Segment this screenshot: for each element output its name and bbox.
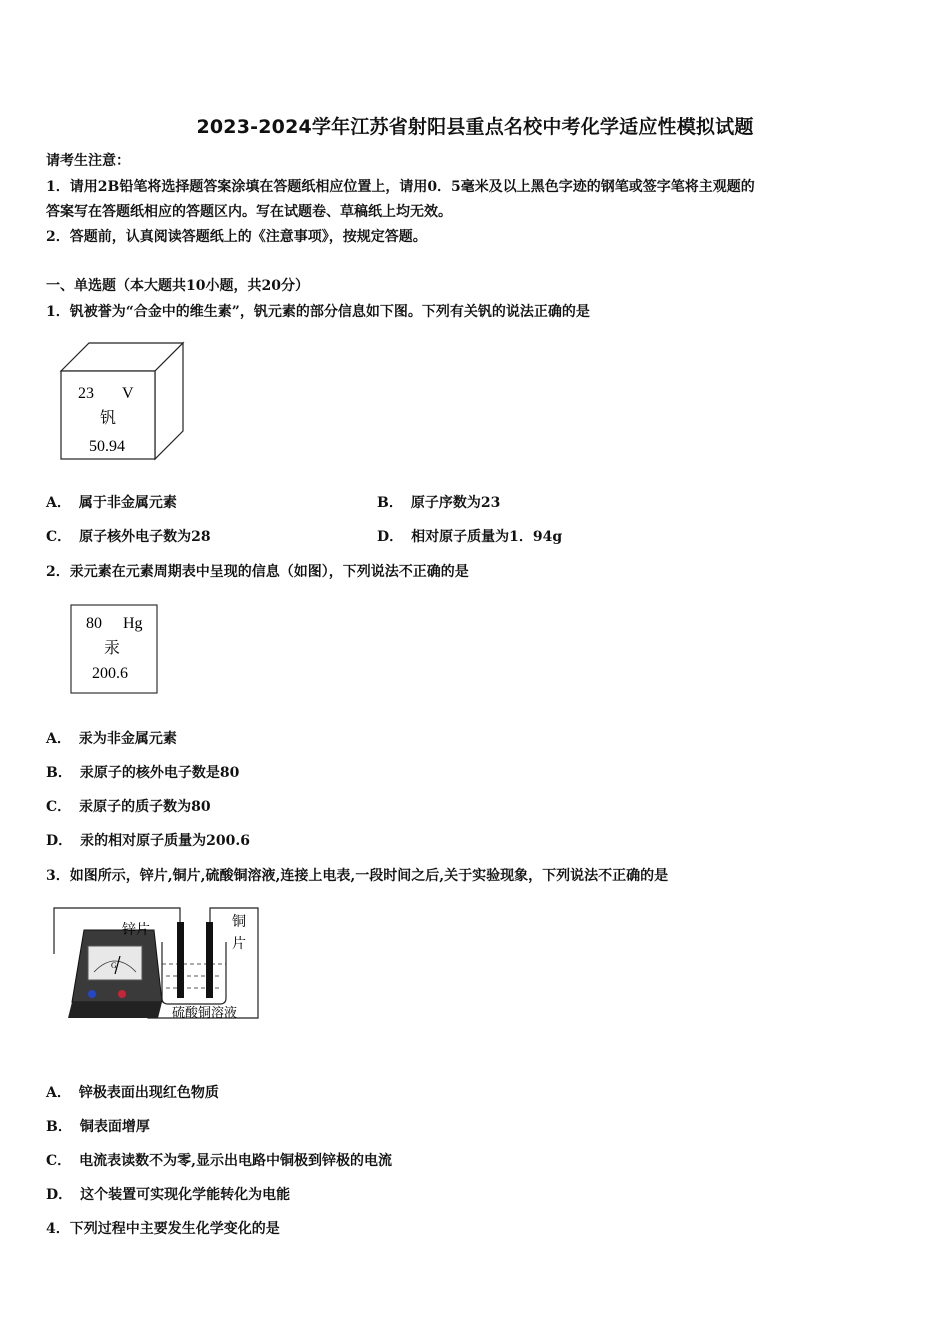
option-key: A． <box>46 495 71 511</box>
option-text: 原子序数为23 <box>410 495 501 511</box>
option-key: D． <box>46 1187 73 1203</box>
option-text: 铜表面增厚 <box>79 1119 150 1135</box>
option-key: C． <box>46 529 72 545</box>
option-text: 汞原子的质子数为80 <box>79 799 211 815</box>
vanadium-number: 23 <box>78 385 94 402</box>
option-key: D． <box>377 529 404 545</box>
question-2-stem: 2．汞元素在元素周期表中呈现的信息（如图），下列说法不正确的是 <box>46 564 469 580</box>
option-text: 电流表读数不为零,显示出电路中铜极到锌极的电流 <box>79 1153 393 1169</box>
option-key: B． <box>46 765 72 781</box>
mercury-mass: 200.6 <box>92 665 128 682</box>
q1-option-d[interactable] <box>377 528 562 546</box>
q2-option-b[interactable] <box>46 764 239 782</box>
option-text: 汞为非金属元素 <box>78 731 177 747</box>
option-key: B． <box>377 495 403 511</box>
page-title: 2023-2024学年江苏省射阳县重点名校中考化学适应性模拟试题 <box>196 116 754 138</box>
question-3-stem: 3．如图所示，锌片,铜片,硫酸铜溶液,连接上电表,一段时间之后,关于实验现象，下列说法不正确的是 <box>46 868 669 884</box>
q3-option-a[interactable] <box>46 1084 219 1102</box>
q1-option-c[interactable] <box>46 528 211 546</box>
galvanic-cell-diagram <box>50 906 262 1024</box>
ammeter <box>68 930 162 1018</box>
option-key: A． <box>46 731 71 747</box>
question-1-stem: 1．钒被誉为“合金中的维生素”，钒元素的部分信息如下图。下列有关钒的说法正确的是 <box>46 304 590 320</box>
vanadium-name: 钒 <box>100 410 117 427</box>
vanadium-element-card <box>58 340 188 464</box>
mercury-name: 汞 <box>104 640 121 657</box>
q2-option-a[interactable] <box>46 730 177 748</box>
zinc-label: 锌片 <box>122 923 150 938</box>
beaker <box>162 922 226 1004</box>
meter-mark: G <box>111 961 117 970</box>
section-heading: 一、单选题（本大题共10小题，共20分） <box>46 278 309 294</box>
mercury-number: 80 <box>86 615 102 632</box>
q3-option-c[interactable] <box>46 1152 392 1170</box>
mercury-element-card <box>70 604 158 694</box>
option-key: B． <box>46 1119 72 1135</box>
copper-label-1: 铜 <box>232 915 246 930</box>
option-text: 原子核外电子数为28 <box>79 529 211 545</box>
vanadium-mass: 50.94 <box>89 438 125 455</box>
notice-line-1: 1．请用2B铅笔将选择题答案涂填在答题纸相应位置上，请用0．5毫米及以上黑色字迹的钢笔或签字笔将主观题的 <box>46 179 755 195</box>
question-4-stem: 4．下列过程中主要发生化学变化的是 <box>46 1221 280 1237</box>
q3-option-b[interactable] <box>46 1118 150 1136</box>
copper-label-2: 片 <box>232 937 246 952</box>
option-key: C． <box>46 1153 72 1169</box>
notice-line-3: 2．答题前，认真阅读答题纸上的《注意事项》，按规定答题。 <box>46 229 427 245</box>
option-text: 这个装置可实现化学能转化为电能 <box>80 1187 291 1203</box>
option-key: C． <box>46 799 72 815</box>
option-key: D． <box>46 833 73 849</box>
notice-heading: 请考生注意： <box>46 153 130 169</box>
q1-option-a[interactable] <box>46 494 177 512</box>
option-text: 汞原子的核外电子数是80 <box>79 765 240 781</box>
q2-option-d[interactable] <box>46 832 250 850</box>
mercury-symbol: Hg <box>123 615 143 632</box>
option-text: 相对原子质量为1．94g <box>411 529 563 545</box>
option-text: 锌极表面出现红色物质 <box>78 1085 219 1101</box>
solution-label: 硫酸铜溶液 <box>172 1005 238 1020</box>
vanadium-symbol: V <box>122 385 134 402</box>
option-key: A． <box>46 1085 71 1101</box>
q3-option-d[interactable] <box>46 1186 290 1204</box>
option-text: 属于非金属元素 <box>78 495 177 511</box>
q1-option-b[interactable] <box>377 494 500 512</box>
option-text: 汞的相对原子质量为200.6 <box>80 833 250 849</box>
q2-option-c[interactable] <box>46 798 211 816</box>
notice-line-2: 答案写在答题纸相应的答题区内。写在试题卷、草稿纸上均无效。 <box>46 204 452 220</box>
